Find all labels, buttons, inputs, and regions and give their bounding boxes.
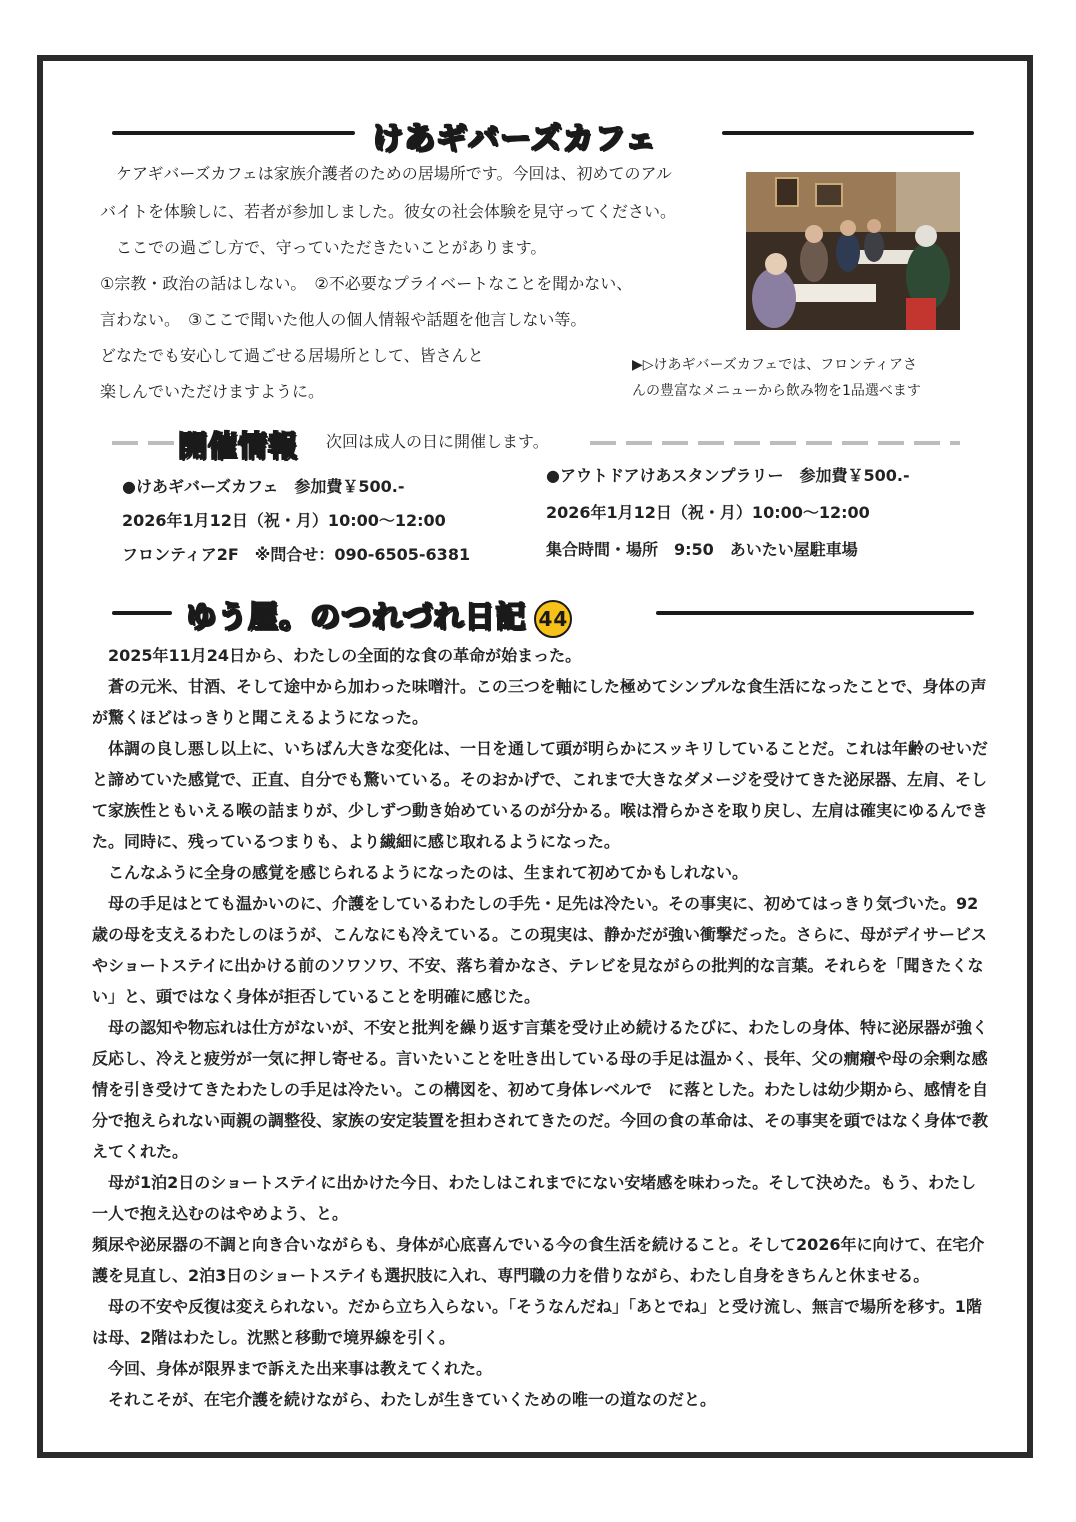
event-stamp-meeting: 集合時間・場所 9:50 あいたい屋駐車場 [546, 540, 858, 559]
events-rule-left [112, 441, 174, 445]
cafe-closing-line: 楽しんでいただけますように。 [100, 382, 325, 401]
diary-body [92, 640, 992, 1415]
diary-paragraph: 今回、身体が限界まで訴えた出来事は教えてくれた。 [92, 1359, 493, 1378]
title-rule-right [722, 131, 974, 135]
photo-caption-line: ▶▷けあギバーズカフェでは、フロンティアさ [632, 357, 918, 373]
photo-caption-line: んの豊富なメニューから飲み物を1品選べます [632, 383, 921, 399]
diary-paragraph: 母の手足はとても温かいのに、介護をしているわたしの手先・足先は冷たい。その事実に、初めてはっきり気づいた。92歳の母を支えるわたしのほうが、こんなにも冷えている。この現実は、静かだが強い衝撃だった。さらに、母がデイサービスやショートステイに出かける前のソワソワ、不安、落ち着かなさ、テレビを見ながらの批判的な言葉。それらを「聞きたくない」と、頭ではなく身体が拒否していることを明確に感じた。 [92, 894, 987, 1006]
diary-paragraph: 母が1泊2日のショートステイに出かけた今日、わたしはこれまでにない安堵感を味わった。そして決めた。もう、わたし一人で抱え込むのはやめよう、と。 [92, 1173, 977, 1223]
events-note: 次回は成人の日に開催します。 [326, 432, 549, 451]
events-title: 開催情報 [178, 429, 299, 463]
cafe-title: けあギバーズカフェ [372, 121, 657, 157]
cafe-rule-line: ①宗教・政治の話はしない。 ②不必要なプライベートなことを聞かない、 [100, 274, 633, 293]
event-cafe-date: 2026年1月12日（祝・月）10:00〜12:00 [122, 511, 446, 530]
cafe-photo [746, 172, 960, 330]
diary-title-text: ゆう屋。のつれづれ日記 [186, 600, 527, 635]
events-rule-right [590, 441, 960, 445]
diary-title [186, 592, 572, 638]
event-cafe-place: フロンティア2F ※問合せ：090-6505-6381 [122, 545, 471, 564]
title-rule-left [112, 131, 355, 135]
event-cafe-name: ●けあギバーズカフェ 参加費￥500.- [122, 477, 405, 496]
diary-paragraph: 頻尿や泌尿器の不調と向き合いながらも、身体が心底喜んでいる今の食生活を続けること。そして2026年に向けて、在宅介護を見直し、2泊3日のショートステイも選択肢に入れ、専門職の力を借りながら、わたし自身をきちんと休ませる。 [92, 1235, 985, 1285]
cafe-closing-line: どなたでも安心して過ごせる居場所として、皆さんと [100, 346, 484, 365]
diary-paragraph: それこそが、在宅介護を続けながら、わたしが生きていくための唯一の道なのだと。 [92, 1390, 717, 1409]
cafe-intro-line: ケアギバーズカフェは家族介護者のための居場所です。今回は、初めてのアル [100, 164, 672, 183]
cafe-rule-line: 言わない。 ③ここで聞いた他人の個人情報や話題を他言しない等。 [100, 310, 587, 329]
event-stamp-name: ●アウトドアけあスタンプラリー 参加費￥500.- [546, 466, 910, 485]
diary-rule-right [656, 611, 974, 615]
cafe-photo-illustration [746, 172, 960, 330]
event-stamp-date: 2026年1月12日（祝・月）10:00〜12:00 [546, 503, 870, 522]
diary-paragraph: 2025年11月24日から、わたしの全面的な食の革命が始まった。 [92, 646, 582, 665]
diary-paragraph: こんなふうに全身の感覚を感じられるようになったのは、生まれて初めてかもしれない。 [92, 863, 749, 882]
diary-paragraph: 母の不安や反復は変えられない。だから立ち入らない。「そうなんだね」「あとでね」と受け流し、無言で場所を移す。1階は母、2階はわたし。沈黙と移動で境界線を引く。 [92, 1297, 982, 1347]
cafe-intro-line: バイトを体験しに、若者が参加しました。彼女の社会体験を見守ってください。 [100, 202, 677, 221]
issue-number-badge: 44 [534, 600, 572, 638]
diary-rule-left [112, 611, 172, 615]
diary-paragraph: 蒼の元米、甘酒、そして途中から加わった味噌汁。この三つを軸にした極めてシンプルな食生活になったことで、身体の声が驚くほどはっきりと聞こえるようになった。 [92, 677, 987, 727]
cafe-intro-line: ここでの過ごし方で、守っていただきたいことがあります。 [100, 238, 547, 257]
diary-paragraph: 体調の良し悪し以上に、いちばん大きな変化は、一日を通して頭が明らかにスッキリしていることだ。これは年齢のせいだと諦めていた感覚で、正直、自分でも驚いている。そのおかげで、これまで大きなダメージを受けてきた泌尿器、左肩、そして家族性ともいえる喉の詰まりが、少しずつ動き始めているのが分かる。喉は滑らかさを取り戻し、左肩は確実にゆるんできた。同時に、残っているつまりも、より繊細に感じ取れるようになった。 [92, 739, 989, 851]
diary-paragraph: 母の認知や物忘れは仕方がないが、不安と批判を繰り返す言葉を受け止め続けるたびに、わたしの身体、特に泌尿器が強く反応し、冷えと疲労が一気に押し寄せる。言いたいことを吐き出している母の手足は温かく、長年、父の癇癪や母の余剰な感情を引き受けてきたわたしの手足は冷たい。この構図を、初めて身体レベルで に落とした。わたしは幼少期から、感情を自分で抱えられない両親の調整役、家族の安定装置を担わされてきたのだ。今回の食の革命は、その事実を頭ではなく身体で教えてくれた。 [92, 1018, 989, 1161]
